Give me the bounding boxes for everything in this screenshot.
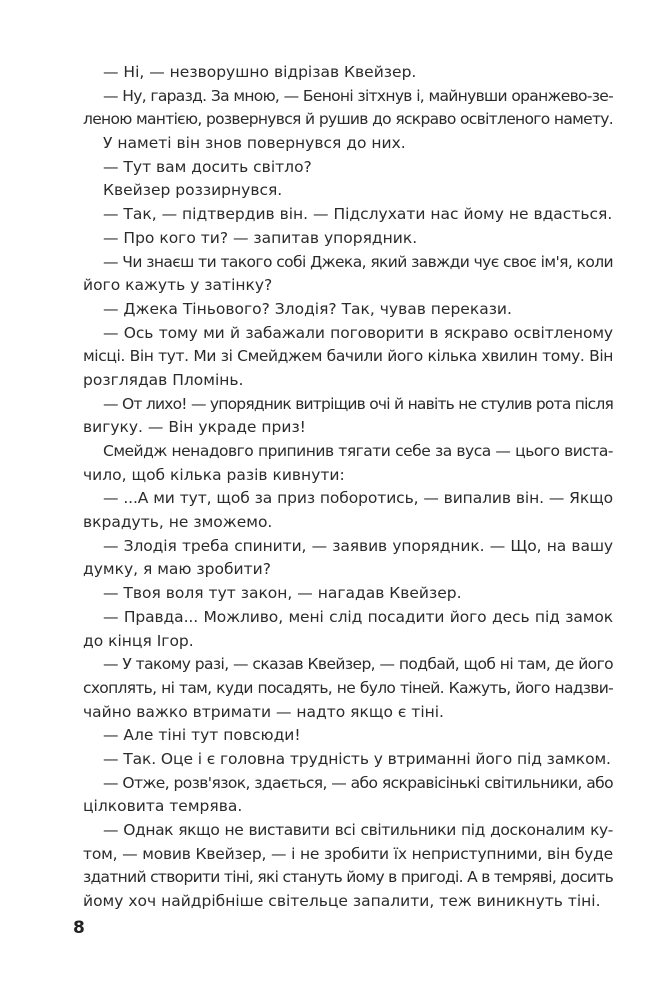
text-line: — ...А ми тут, щоб за приз поборотись, — випалив він. — Якщо [103,489,613,508]
text-line: — Отже, розв'язок, здається, — або яскравісінькі світильники, або [103,773,613,792]
text-line: — Але тіні тут повсюди! [103,726,301,745]
text-line: — Однак якщо не виставити всі світильники під досконалим ку- [103,821,613,839]
text-line: до кінця Ігор. [83,631,194,650]
text-line: схоплять, ні там, куди посадять, не було тіней. Кажуть, його надзви- [83,678,613,697]
text-line: — Джека Тіньового? Злодія? Так, чував перекази. [103,299,512,318]
text-line: вигуку. — Він украде приз! [83,418,306,437]
text-line: Квейзер роззирнувся. [103,181,283,200]
text-line: том, — мовив Квейзер, — і не зробити їх неприступними, він буде [83,844,613,863]
text-line: розглядав Пломінь. [83,370,244,389]
text-line: здатний створити тіні, які стануть йому в пригоді. А в темряві, досить [83,868,614,887]
text-line: чайно важко втримати — надто якщо є тіні. [83,702,444,721]
text-line: — Ні, — незворушно відрізав Квейзер. [103,63,417,81]
text-line: думку, я маю зробити? [83,560,271,579]
text-line: — Чи знаєш ти такого собі Джека, який завжди чує своє ім'я, коли [103,252,613,271]
text-line: його кажуть у затінку? [83,276,273,295]
text-line: — От лихо! — упорядник витріщив очі й навіть не стулив рота після [103,394,613,413]
text-line: — Тут вам досить світло? [103,157,312,176]
text-line: Смейдж ненадовго припинив тягати себе за вуса — цього виста- [103,442,613,460]
text-line: — Ось тому ми й забажали поговорити в яскраво освітленому [103,323,613,342]
text-line: У наметі він знов повернувся до них. [103,134,406,153]
text-line: цілковита темрява. [83,797,243,816]
text-line: — Ну, гаразд. За мною, — Беноні зітхнув і, майнувши оранжево-зе- [103,86,613,105]
text-line: вкрадуть, не зможемо. [83,513,273,532]
text-line: — Так, — підтвердив він. — Підслухати нас йому не вдасться. [103,205,613,224]
page-number: 8 [73,918,85,938]
body-text [83,61,614,914]
text-line: — Правда... Можливо, мені слід посадити його десь під замок [103,607,613,626]
text-line: місці. Він тут. Ми зі Смейджем бачили його кілька хвилин тому. Він [83,347,613,366]
text-line: — У такому разі, — сказав Квейзер, — подбай, щоб ні там, де його [103,655,613,674]
text-line: чило, щоб кілька разів кивнути: [83,465,345,484]
text-line: леною мантією, розвернувся й рушив до яскраво освітленого намету. [83,110,613,129]
text-line: — Злодія треба спинити, — заявив упорядник. — Що, на вашу [103,536,613,555]
text-line: — Твоя воля тут закон, — нагадав Квейзер. [103,584,462,603]
text-line: — Про кого ти? — запитав упорядник. [103,228,418,247]
text-line: — Так. Оце і є головна трудність у втриманні його під замком. [103,749,611,768]
text-line: йому хоч найдрібніше світельце запалити, теж виникнуть тіні. [83,892,601,911]
